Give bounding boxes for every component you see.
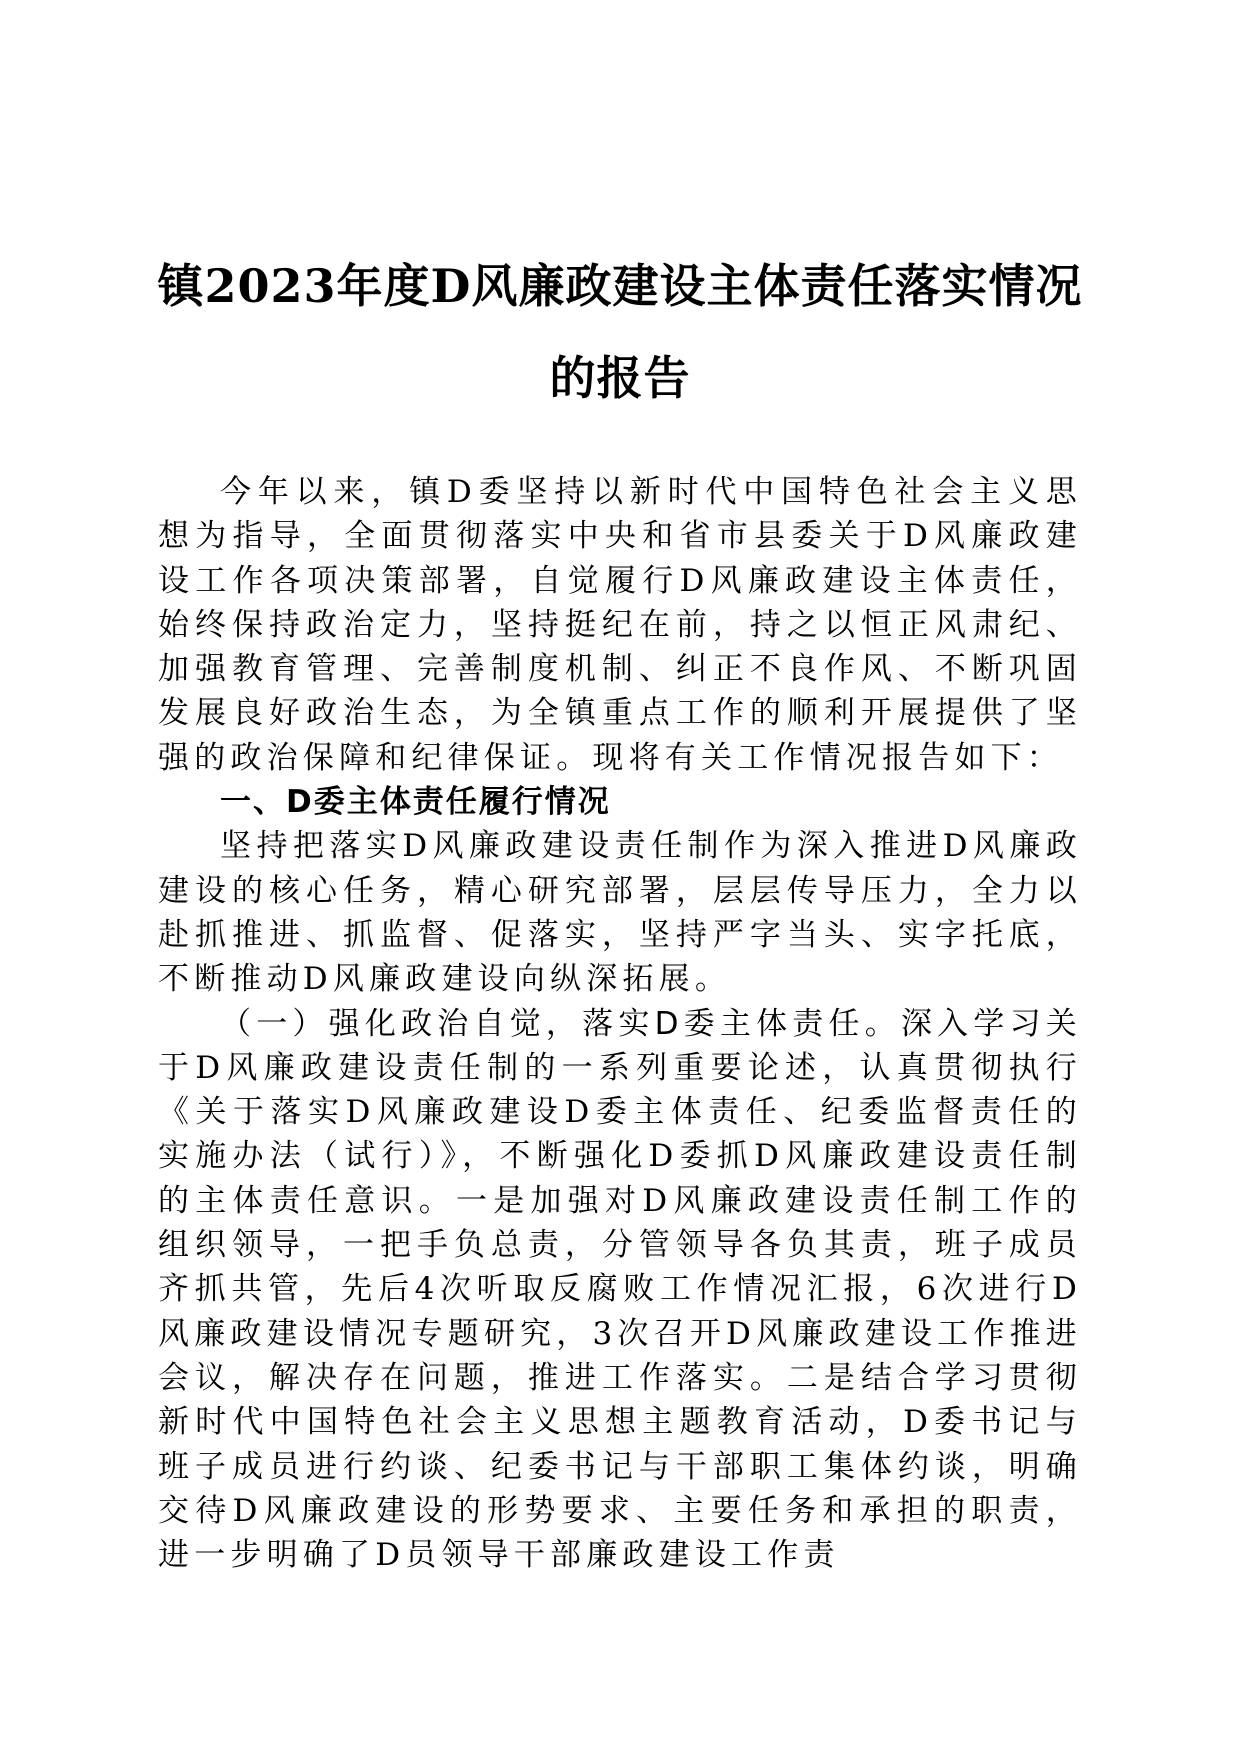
subsection-1-paragraph (158, 1002, 1082, 1578)
section-1-heading: 一、D委主体责任履行情况 (220, 784, 611, 821)
document-title-line-1: 镇2023年度D风廉政建设主体责任落实情况 (157, 259, 1083, 313)
document-title-line-2: 的报告 (549, 351, 691, 405)
document-body (158, 470, 1082, 1577)
section-1-paragraph: 坚持把落实D风廉政建设责任制作为深入推进D风廉政建设的核心任务，精心研究部署，层层传导压力，全力以赴抓推进、抓监督、促落实，坚持严字当头、实字托底，不断推动D风廉政建设向纵深拓展。 (158, 828, 1082, 998)
intro-paragraph: 今年以来，镇D委坚持以新时代中国特色社会主义思想为指导，全面贯彻落实中央和省市县委关于D风廉政建设工作各项决策部署，自觉履行D风廉政建设主体责任，始终保持政治定力，坚持挺纪在前，持之以恒正风肃纪、加强教育管理、完善制度机制、纠正不良作风、不断巩固发展良好政治生态，为全镇重点工作的顺利开展提供了坚强的政治保障和纪律保证。现将有关工作情况报告如下： (158, 474, 1082, 776)
subsection-1-lead: （一）强化政治自觉，落实D委主体责任。 (220, 1005, 901, 1042)
subsection-1-body: 深入学习关于D风廉政建设责任制的一系列重要论述，认真贯彻执行《关于落实D风廉政建设D委主体责任、纪委监督责任的实施办法（试行）》，不断强化D委抓D风廉政建设责任制的主体责任意识。一是加强对D风廉政建设责任制工作的组织领导，一把手负总责，分管领导各负其责，班子成员齐抓共管，先后4次听取反腐败工作情况汇报，6次进行D风廉政建设情况专题研究，3次召开D风廉政建设工作推进会议，解决存在问题，推进工作落实。二是结合学习贯彻新时代中国特色社会主义思想主题教育活动，D委书记与班子成员进行约谈、纪委书记与干部职工集体约谈，明确交待D风廉政建设的形势要求、主要任务和承担的职责，进一步明确了D员领导干部廉政建设工作责 (158, 1005, 1083, 1574)
